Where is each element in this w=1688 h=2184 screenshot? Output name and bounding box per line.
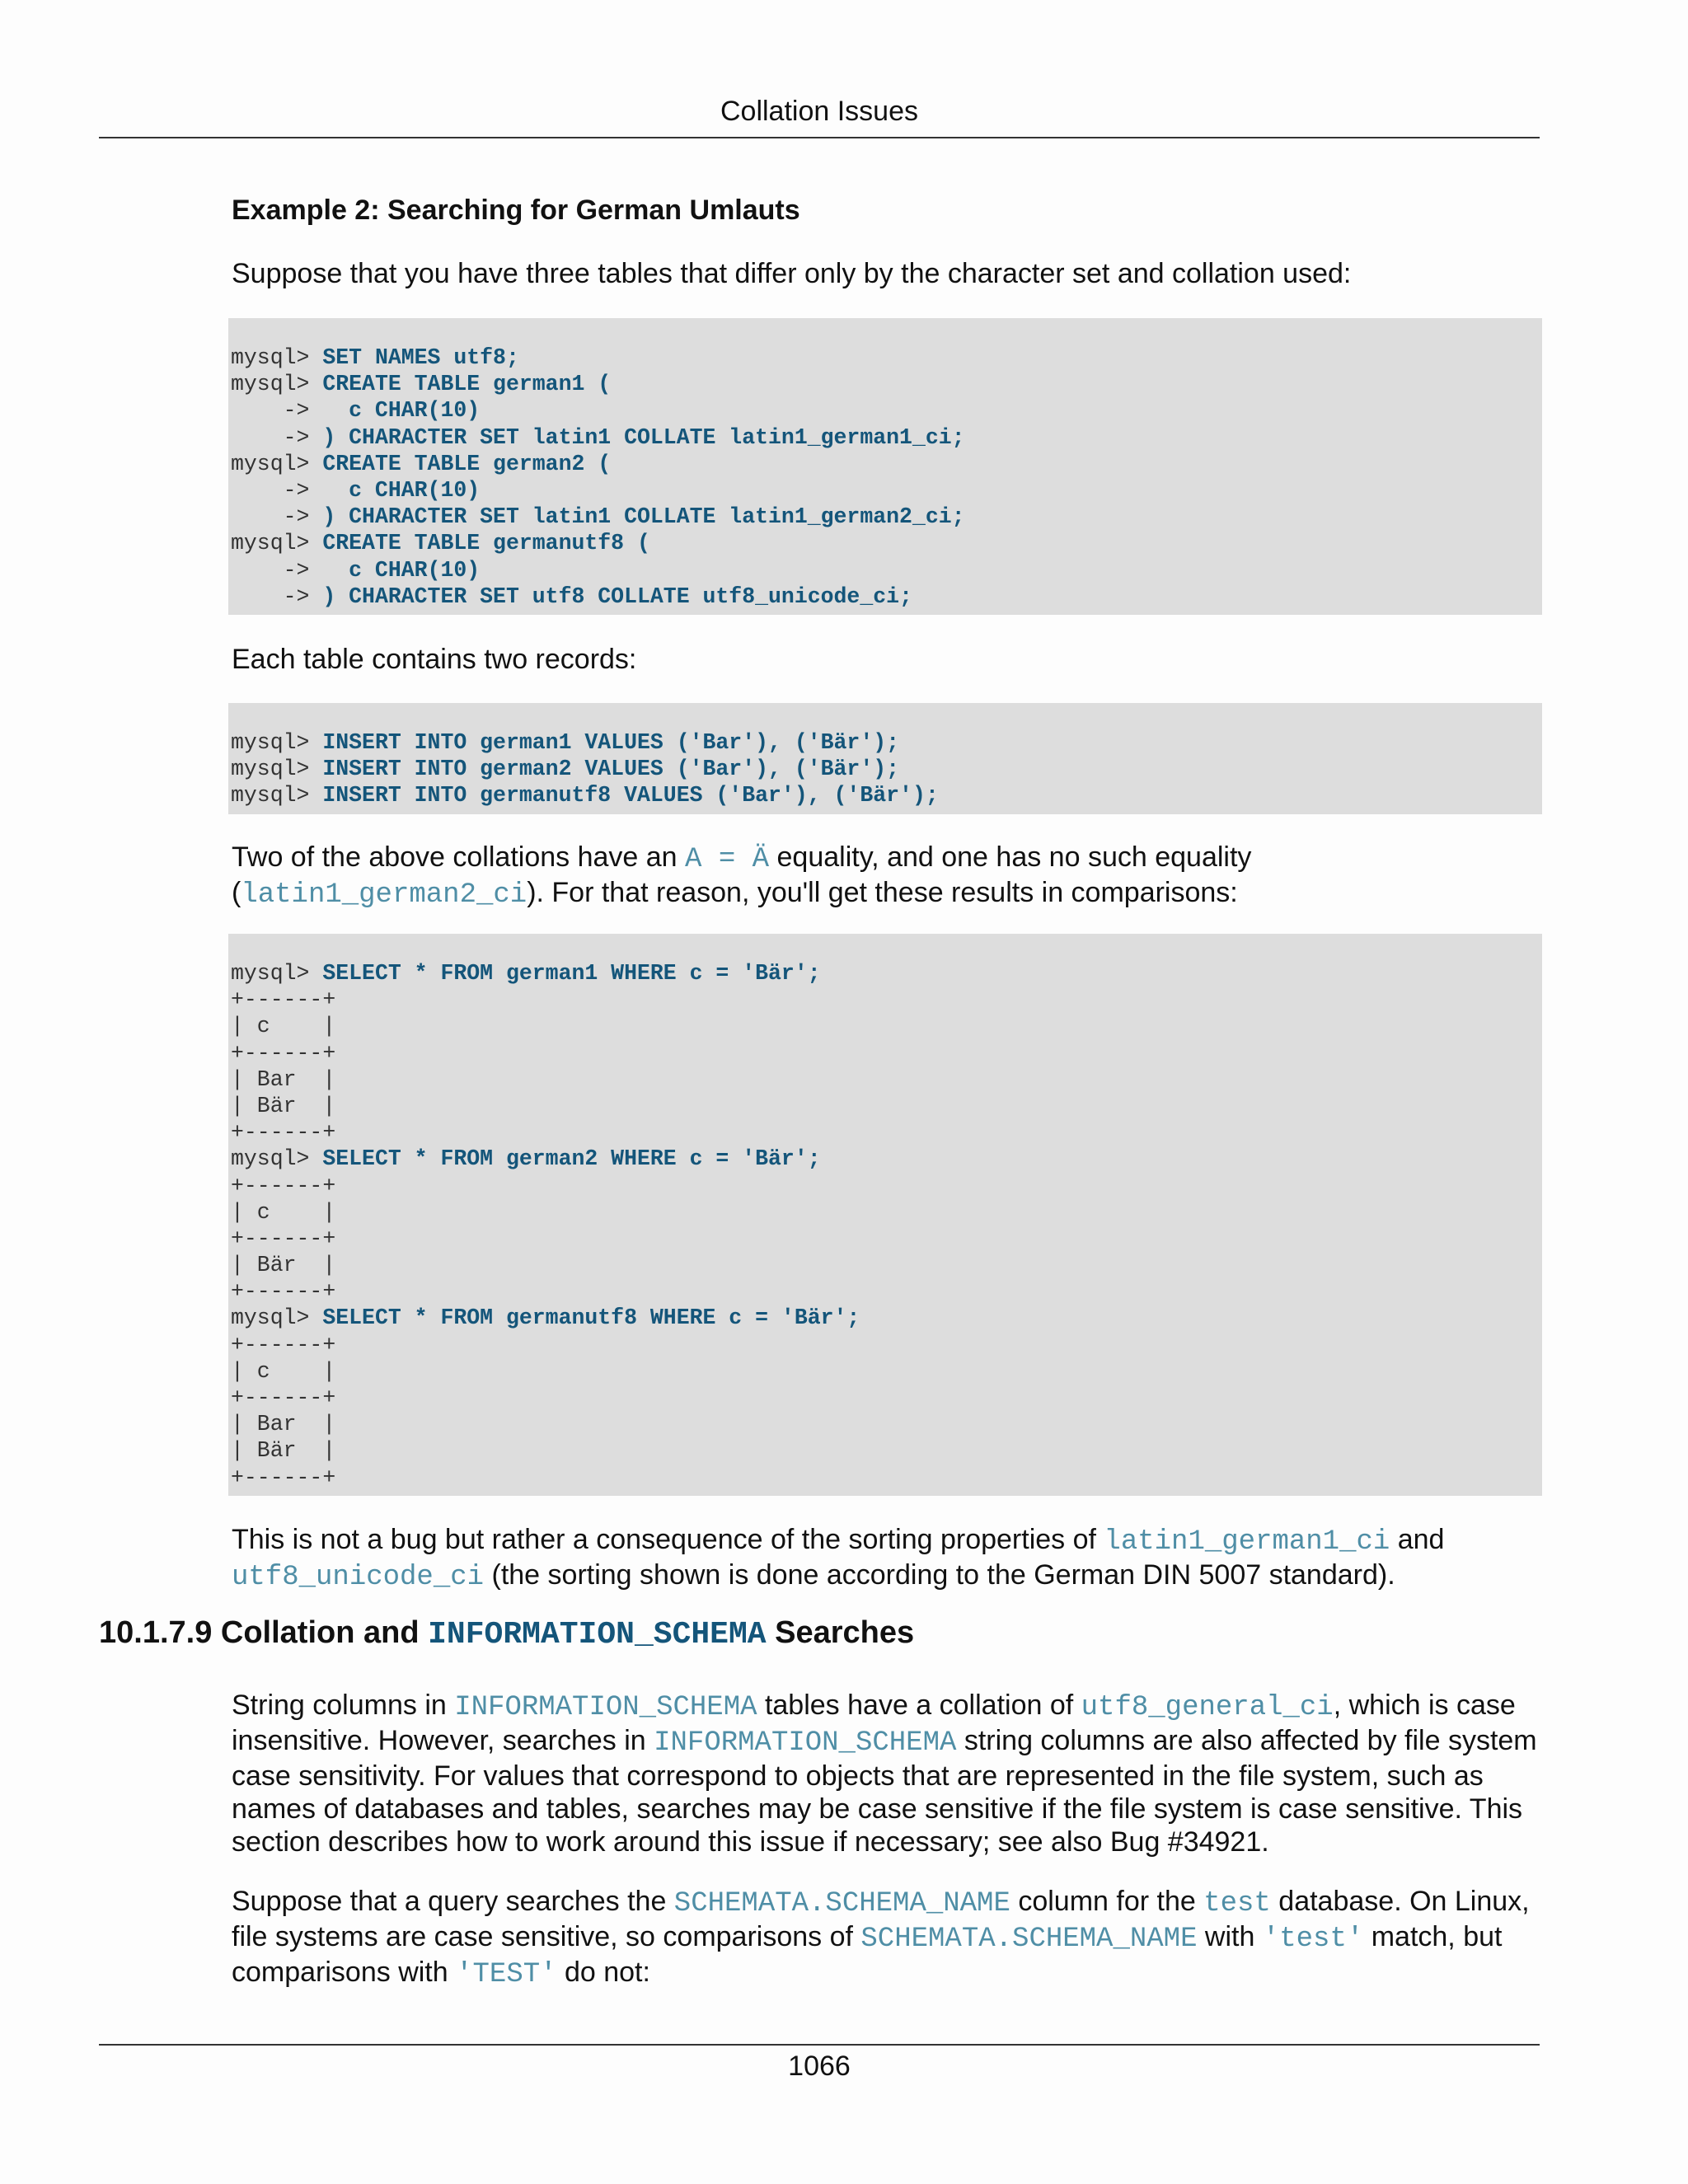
- inline-code: 'TEST': [456, 1959, 557, 1990]
- code-output: | c |: [231, 1014, 336, 1039]
- code-line: [231, 1146, 1542, 1172]
- code-prompt: ->: [231, 557, 349, 583]
- code-command: c CHAR(10): [349, 398, 481, 424]
- section-heading: 10.1.7.9 Collation and INFORMATION_SCHEMA Searches: [99, 1615, 915, 1652]
- inline-code: INFORMATION_SCHEMA: [454, 1692, 757, 1723]
- code-line: [231, 1066, 1542, 1093]
- inline-code: test: [1203, 1888, 1271, 1919]
- code-prompt: ->: [231, 398, 349, 424]
- code-command: SET NAMES utf8;: [322, 345, 519, 370]
- code-command: INSERT INTO germanutf8 VALUES ('Bar'), ('Bär');: [322, 783, 939, 808]
- inline-code: INFORMATION_SCHEMA: [654, 1727, 957, 1759]
- code-command: ) CHARACTER SET latin1 COLLATE latin1_german1_ci;: [322, 424, 965, 450]
- code-output: +------+: [231, 1226, 336, 1251]
- section-heading-code: INFORMATION_SCHEMA: [428, 1617, 767, 1652]
- code-line: [231, 451, 1542, 477]
- code-line: [231, 960, 1542, 987]
- code-command: SELECT * FROM german1 WHERE c = 'Bär';: [322, 961, 821, 986]
- code-line: [231, 1226, 1542, 1252]
- inline-code: SCHEMATA.SCHEMA_NAME: [860, 1924, 1198, 1955]
- code-prompt: ->: [231, 424, 323, 450]
- code-output: | Bär |: [231, 1093, 336, 1118]
- code-output: | c |: [231, 1199, 336, 1225]
- code-prompt: mysql>: [231, 961, 323, 986]
- code-output: +------+: [231, 1173, 336, 1198]
- code-line: [231, 530, 1542, 556]
- code-line: [231, 1332, 1542, 1358]
- inline-code: A = Ä: [685, 844, 770, 875]
- code-prompt: mysql>: [231, 372, 323, 397]
- inline-code: 'test': [1262, 1924, 1364, 1955]
- code-output: | Bär |: [231, 1253, 336, 1278]
- code-command: CREATE TABLE germanutf8 (: [322, 531, 650, 556]
- code-line: [231, 477, 1542, 504]
- query-paragraph: Suppose that a query searches the SCHEMATA.SCHEMA_NAME column for the test database. On Linux, file systems are case sensitive, so comparisons of SCHEMATA.SCHEMA_NAME with 'test' match, but comparisons with 'TEST' do not:: [232, 1886, 1530, 1990]
- code-line: [231, 397, 1542, 424]
- code-output: +------+: [231, 1385, 336, 1410]
- inline-code: latin1_german1_ci: [1104, 1526, 1390, 1558]
- code-line: [231, 1358, 1542, 1385]
- header-rule: [99, 137, 1540, 138]
- code-line: [231, 504, 1542, 530]
- code-command: c CHAR(10): [349, 477, 481, 503]
- inline-code: latin1_german2_ci: [241, 879, 528, 911]
- code-output: | Bär |: [231, 1438, 336, 1464]
- code-prompt: ->: [231, 477, 349, 503]
- code-line: [231, 1173, 1542, 1199]
- inline-code: SCHEMATA.SCHEMA_NAME: [673, 1888, 1010, 1919]
- code-output: | c |: [231, 1358, 336, 1384]
- code-output: | Bar |: [231, 1412, 336, 1437]
- code-prompt: mysql>: [231, 757, 323, 782]
- code-command: ) CHARACTER SET latin1 COLLATE latin1_german2_ci;: [322, 504, 965, 530]
- code-output: +------+: [231, 1279, 336, 1305]
- code-block-insert: [228, 703, 1542, 814]
- code-prompt: mysql>: [231, 783, 323, 808]
- code-command: c CHAR(10): [349, 557, 481, 583]
- code-line: [231, 557, 1542, 583]
- inline-code: utf8_general_ci: [1081, 1692, 1334, 1723]
- records-paragraph: Each table contains two records:: [232, 644, 637, 675]
- string-columns-paragraph: String columns in INFORMATION_SCHEMA tables have a collation of utf8_general_ci, which is case insensitive. However, searches in INFORMATION_SCHEMA string columns are also affected by file system case sensitivity. For values that correspond to objects that are represented in the file system, such as names of databases and tables, searches may be case sensitive if the file system is case sensitive. This section describes how to work around this issue if necessary; see also Bug #34921.: [232, 1690, 1537, 1858]
- code-output: +------+: [231, 1465, 336, 1490]
- code-line: [231, 1278, 1542, 1305]
- example-heading: Example 2: Searching for German Umlauts: [232, 194, 800, 226]
- code-command: SELECT * FROM german2 WHERE c = 'Bär';: [322, 1146, 821, 1172]
- code-line: [231, 1305, 1542, 1331]
- code-line: [231, 987, 1542, 1013]
- code-prompt: mysql>: [231, 1305, 323, 1331]
- code-line: [231, 1385, 1542, 1411]
- code-line: [231, 1465, 1542, 1491]
- code-output: +------+: [231, 1040, 336, 1066]
- code-output: +------+: [231, 1120, 336, 1146]
- code-command: CREATE TABLE german2 (: [322, 451, 612, 476]
- code-command: INSERT INTO german1 VALUES ('Bar'), ('Bär');: [322, 730, 900, 755]
- code-command: SELECT * FROM germanutf8 WHERE c = 'Bär';: [322, 1305, 860, 1331]
- code-line: [231, 1252, 1542, 1278]
- code-prompt: mysql>: [231, 345, 323, 370]
- code-line: [231, 1013, 1542, 1039]
- code-line: [231, 729, 1542, 756]
- footer-rule: [99, 2044, 1540, 2046]
- code-block-select-results: [228, 934, 1542, 1496]
- code-block-create-tables: [228, 318, 1542, 615]
- code-command: INSERT INTO german2 VALUES ('Bar'), ('Bär');: [322, 757, 900, 782]
- code-prompt: mysql>: [231, 730, 323, 755]
- code-prompt: mysql>: [231, 1146, 323, 1172]
- code-output: +------+: [231, 987, 336, 1013]
- inline-code: utf8_unicode_ci: [232, 1562, 485, 1593]
- intro-paragraph: Suppose that you have three tables that differ only by the character set and collation used:: [232, 258, 1352, 289]
- code-prompt: ->: [231, 504, 323, 530]
- collations-paragraph: Two of the above collations have an A = Ä equality, and one has no such equality (latin1_german2_ci). For that reason, you'll get these results in comparisons:: [232, 841, 1252, 911]
- bug-paragraph: This is not a bug but rather a consequence of the sorting properties of latin1_german1_ci and utf8_unicode_ci (the sorting shown is done according to the German DIN 5007 standard).: [232, 1524, 1445, 1593]
- code-output: | Bar |: [231, 1066, 336, 1092]
- code-line: [231, 1040, 1542, 1066]
- code-command: CREATE TABLE german1 (: [322, 372, 612, 397]
- code-line: [231, 371, 1542, 397]
- code-line: [231, 1437, 1542, 1464]
- code-prompt: mysql>: [231, 451, 323, 476]
- code-line: [231, 1199, 1542, 1226]
- code-line: [231, 1411, 1542, 1437]
- code-line: [231, 424, 1542, 451]
- running-header: Collation Issues: [720, 96, 918, 127]
- code-prompt: mysql>: [231, 531, 323, 556]
- code-prompt: ->: [231, 583, 323, 609]
- code-line: [231, 583, 1542, 610]
- code-output: +------+: [231, 1332, 336, 1357]
- code-line: [231, 1093, 1542, 1119]
- code-line: [231, 782, 1542, 808]
- code-command: ) CHARACTER SET utf8 COLLATE utf8_unicode_ci;: [322, 583, 912, 609]
- code-line: [231, 1119, 1542, 1146]
- code-line: [231, 756, 1542, 782]
- page-number: 1066: [788, 2050, 851, 2082]
- code-line: [231, 344, 1542, 371]
